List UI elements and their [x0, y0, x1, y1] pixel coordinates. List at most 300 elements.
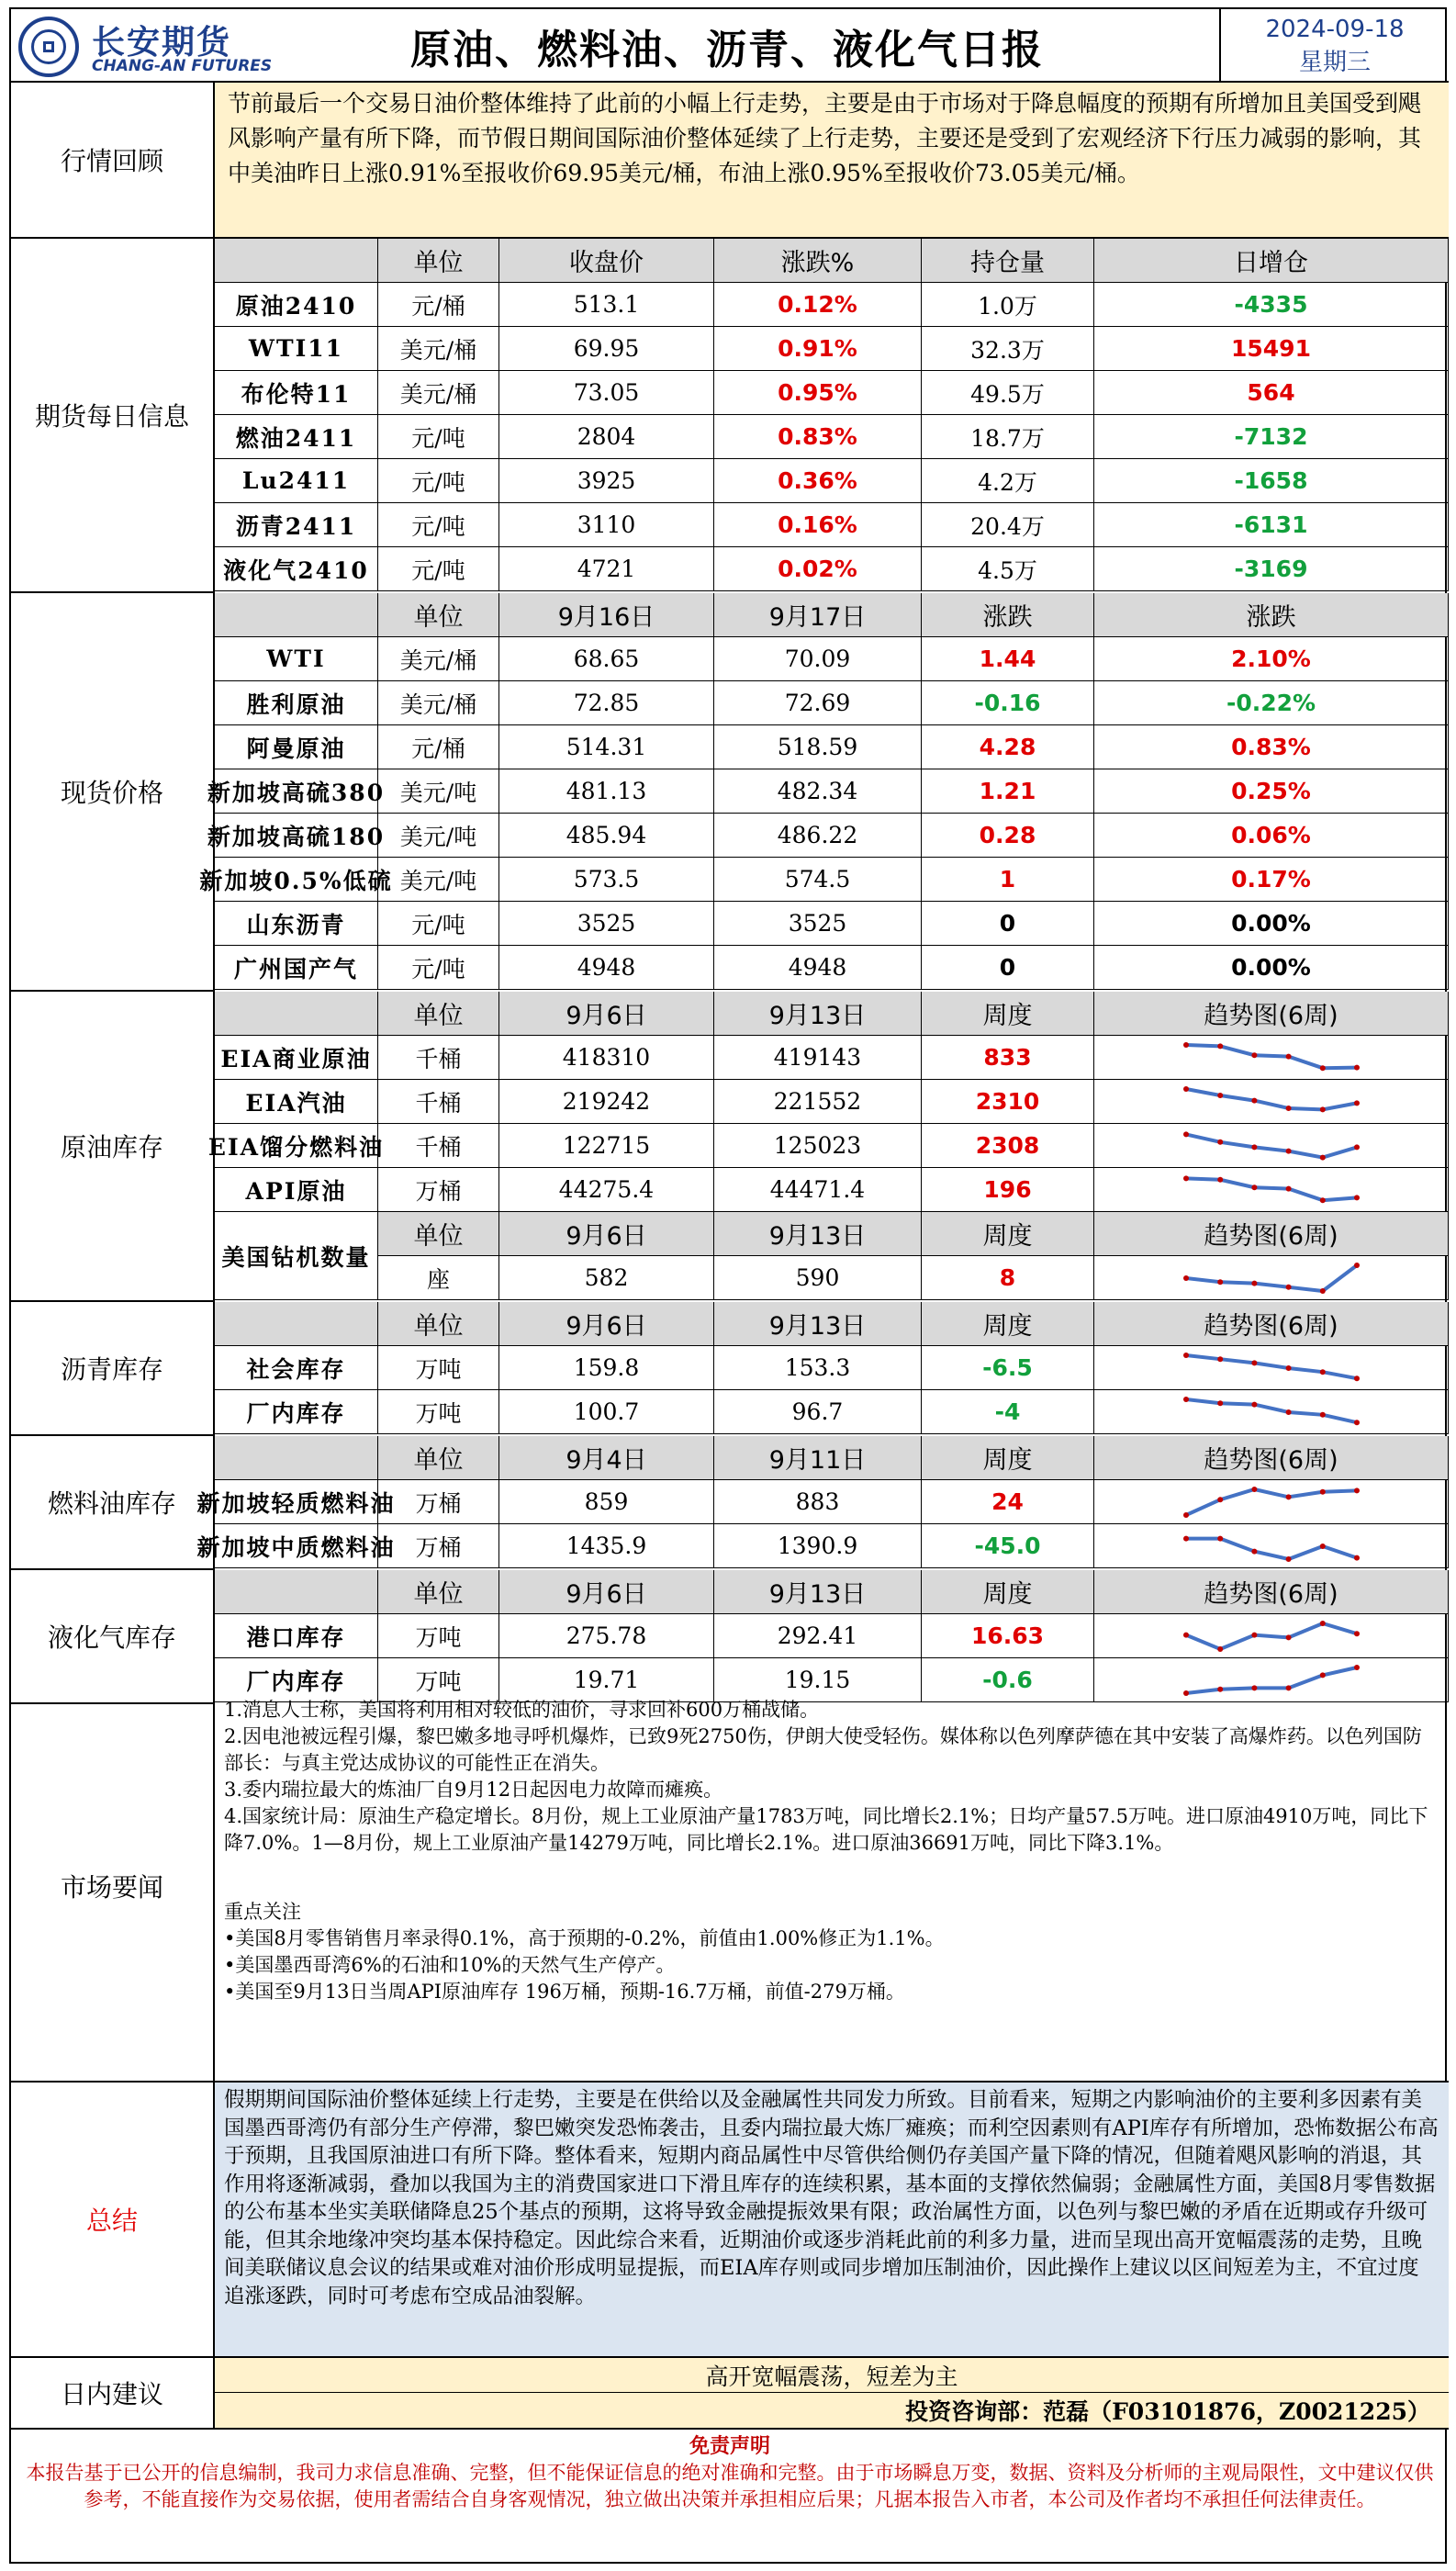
unit-cell: 千桶 — [378, 1036, 499, 1080]
value-prev: 122715 — [499, 1124, 714, 1168]
open-interest: 49.5万 — [922, 371, 1094, 415]
trend-point — [1217, 1043, 1223, 1049]
trend-point — [1217, 1356, 1223, 1362]
weekly-change: 24 — [922, 1480, 1094, 1524]
spot-name: 新加坡0.5%低硫 — [215, 858, 378, 902]
unit-cell: 美元/吨 — [378, 769, 499, 814]
close-price: 3925 — [499, 459, 714, 503]
weekly-change: 196 — [922, 1168, 1094, 1212]
trend-chart — [1094, 1614, 1449, 1658]
column-header: 周度 — [922, 1302, 1094, 1346]
unit-cell: 元/吨 — [378, 946, 499, 990]
inventory-name: EIA汽油 — [215, 1080, 378, 1124]
change-abs: 1.21 — [922, 769, 1094, 814]
trend-chart — [1094, 1036, 1449, 1080]
change-abs: 0 — [922, 946, 1094, 990]
inventory-name: EIA馏分燃料油 — [215, 1124, 378, 1168]
trend-point — [1354, 1665, 1360, 1670]
weekly-change: 833 — [922, 1036, 1094, 1080]
trend-point — [1217, 1139, 1223, 1144]
inventory-row — [207, 1124, 1449, 1168]
trend-line — [1186, 1355, 1357, 1378]
unit-cell: 万桶 — [378, 1524, 499, 1568]
inventory-name: 新加坡轻质燃料油 — [215, 1480, 378, 1524]
trend-point — [1183, 1042, 1189, 1048]
trend-sparkline — [1177, 1482, 1366, 1522]
spot-row — [207, 769, 1449, 814]
table-header-row — [215, 239, 1449, 283]
column-header: 9月13日 — [714, 1302, 922, 1346]
trend-line — [1186, 1134, 1357, 1157]
trend-point — [1319, 1288, 1325, 1294]
price-day1: 573.5 — [499, 858, 714, 902]
trend-point — [1183, 1086, 1189, 1092]
inventory-name: 厂内库存 — [215, 1390, 378, 1434]
trend-point — [1183, 1175, 1189, 1181]
inventory-row — [215, 1168, 1449, 1212]
change-abs: 0.28 — [922, 814, 1094, 858]
trend-point — [1251, 1401, 1257, 1407]
unit-cell: 元/吨 — [378, 459, 499, 503]
unit-cell: 万吨 — [378, 1346, 499, 1390]
trend-point — [1183, 1131, 1189, 1137]
spot-row — [215, 725, 1449, 769]
unit-cell: 座 — [378, 1256, 499, 1300]
trend-point — [1285, 1556, 1291, 1562]
value-curr: 44471.4 — [714, 1168, 922, 1212]
spot-name: 阿曼原油 — [215, 725, 378, 769]
value-prev: 418310 — [499, 1036, 714, 1080]
trend-point — [1354, 1555, 1360, 1560]
value-prev: 582 — [499, 1256, 714, 1300]
daily-oi-change: 564 — [1094, 371, 1449, 415]
inventory-row — [215, 1346, 1449, 1390]
trend-point — [1285, 1185, 1291, 1191]
open-interest: 4.5万 — [922, 547, 1094, 591]
close-price: 513.1 — [499, 283, 714, 327]
spot-label: 现货价格 — [11, 593, 215, 992]
trend-sparkline — [1177, 1038, 1366, 1078]
spot-name: 山东沥青 — [215, 902, 378, 946]
news-item: 1.消息人士称，美国将利用相对较低的油价，寻求回补600万桶战储。 — [224, 1699, 820, 1721]
price-day1: 4948 — [499, 946, 714, 990]
contract-name: WTI11 — [215, 327, 378, 371]
change-pct: -0.22% — [1094, 681, 1449, 725]
value-prev: 19.71 — [499, 1658, 714, 1702]
value-curr: 221552 — [714, 1080, 922, 1124]
column-header: 单位 — [378, 1436, 499, 1480]
trend-point — [1217, 1497, 1223, 1502]
advice-text: 高开宽幅震荡，短差为主 — [215, 2358, 1449, 2393]
daily-oi-change: -4335 — [1094, 283, 1449, 327]
value-prev: 275.78 — [499, 1614, 714, 1658]
change-pct: 0.36% — [714, 459, 922, 503]
report-date-box — [1219, 9, 1449, 83]
price-day2: 72.69 — [714, 681, 922, 725]
spot-name: 新加坡高硫180 — [215, 814, 378, 858]
column-header: 9月16日 — [499, 593, 714, 637]
news-label: 市场要闻 — [11, 1691, 215, 2083]
trend-point — [1354, 1064, 1360, 1070]
trend-point — [1251, 1487, 1257, 1492]
trend-chart — [1094, 1080, 1449, 1124]
trend-point — [1319, 1411, 1325, 1417]
price-day1: 481.13 — [499, 769, 714, 814]
open-interest: 20.4万 — [922, 503, 1094, 547]
open-interest: 18.7万 — [922, 415, 1094, 459]
value-curr: 419143 — [714, 1036, 922, 1080]
trend-chart — [1094, 1256, 1449, 1300]
unit-cell: 元/吨 — [378, 547, 499, 591]
inventory-name: 新加坡中质燃料油 — [215, 1524, 378, 1568]
trend-point — [1183, 1535, 1189, 1541]
header-blank — [215, 1436, 378, 1480]
trend-point — [1251, 1052, 1257, 1058]
column-header: 日增仓 — [1094, 239, 1449, 283]
column-header: 单位 — [378, 1212, 499, 1256]
trend-sparkline — [1177, 1392, 1366, 1432]
price-day2: 482.34 — [714, 769, 922, 814]
inventory-name: API原油 — [215, 1168, 378, 1212]
report-header — [11, 9, 1449, 83]
report-page — [9, 7, 1447, 2564]
column-header: 单位 — [378, 239, 499, 283]
table-header-row — [215, 1302, 1449, 1346]
price-day1: 514.31 — [499, 725, 714, 769]
disclaimer — [11, 2430, 1449, 2565]
column-header: 涨跌% — [714, 239, 922, 283]
open-interest: 4.2万 — [922, 459, 1094, 503]
contract-name: Lu2411 — [215, 459, 378, 503]
column-header: 9月13日 — [714, 1570, 922, 1614]
value-prev: 44275.4 — [499, 1168, 714, 1212]
inventory-row — [196, 1524, 1449, 1568]
trend-point — [1319, 1672, 1325, 1678]
trend-point — [1217, 1279, 1223, 1285]
weekly-change: -6.5 — [922, 1346, 1094, 1390]
header-blank — [215, 1302, 378, 1346]
inventory-name: 厂内库存 — [215, 1658, 378, 1702]
crude-inventory-label: 原油库存 — [11, 992, 215, 1302]
column-header: 趋势图(6周) — [1094, 1436, 1449, 1480]
trend-point — [1217, 1646, 1223, 1652]
rig-header-row — [215, 1212, 1449, 1271]
column-header: 趋势图(6周) — [1094, 1570, 1449, 1614]
change-pct: 0.25% — [1094, 769, 1449, 814]
close-price: 4721 — [499, 547, 714, 591]
change-pct: 0.02% — [714, 547, 922, 591]
trend-point — [1354, 1420, 1360, 1425]
value-prev: 1435.9 — [499, 1524, 714, 1568]
unit-cell: 美元/吨 — [378, 814, 499, 858]
focus-item: •美国至9月13日当周API原油库存 196万桶，预期-16.7万桶，前值-279万桶。 — [224, 1981, 905, 2003]
trend-sparkline — [1177, 1526, 1366, 1566]
trend-point — [1285, 1685, 1291, 1690]
news-item: 2.因电池被远程引爆，黎巴嫩多地寻呼机爆炸，已致9死2750伤，伊朗大使受轻伤。媒体称以色列摩萨德在其中安装了高爆炸药。以色列国防部长：与真主党达成协议的可能性正在消失。 — [224, 1725, 1422, 1774]
review-text: 节前最后一个交易日油价整体维持了此前的小幅上行走势，主要是由于市场对于降息幅度的预期有所增加且美国受到飓风影响产量有所下降，而节假日期间国际油价整体延续了上行走势，主要还是受到了宏观经济下行压力减弱的影响，其中美油昨日上涨0.91%至报收价69.95美元/桶，布油上涨0.95%至报收价73.05美元/桶。 — [215, 83, 1449, 239]
contract-name: 原油2410 — [215, 283, 378, 327]
weekly-change: 2310 — [922, 1080, 1094, 1124]
open-interest: 1.0万 — [922, 283, 1094, 327]
column-header: 9月13日 — [714, 992, 922, 1036]
column-header: 单位 — [378, 992, 499, 1036]
trend-point — [1285, 1106, 1291, 1111]
trend-sparkline — [1177, 1258, 1366, 1298]
trend-point — [1285, 1053, 1291, 1059]
trend-point — [1285, 1494, 1291, 1499]
value-prev: 219242 — [499, 1080, 714, 1124]
price-day2: 4948 — [714, 946, 922, 990]
spot-row — [215, 902, 1449, 946]
futures-row — [215, 371, 1449, 415]
header-blank — [215, 593, 378, 637]
asphalt-inventory-label: 沥青库存 — [11, 1302, 215, 1436]
trend-point — [1319, 1065, 1325, 1071]
futures-row — [215, 503, 1449, 547]
price-day1: 68.65 — [499, 637, 714, 681]
change-pct: 0.00% — [1094, 946, 1449, 990]
weekly-change: -0.6 — [922, 1658, 1094, 1702]
spot-row — [199, 858, 1449, 902]
unit-cell: 元/吨 — [378, 503, 499, 547]
change-pct: 0.83% — [1094, 725, 1449, 769]
trend-point — [1319, 1621, 1325, 1626]
trend-point — [1285, 1284, 1291, 1289]
inventory-name: 社会库存 — [215, 1346, 378, 1390]
change-pct: 0.95% — [714, 371, 922, 415]
trend-point — [1183, 1512, 1189, 1518]
rig-data-row — [215, 1256, 1449, 1300]
trend-line — [1186, 1045, 1357, 1068]
header-blank — [215, 239, 378, 283]
trend-point — [1251, 1548, 1257, 1554]
focus-title: 重点关注 — [224, 1901, 301, 1923]
value-prev: 859 — [499, 1480, 714, 1524]
spot-name: WTI — [215, 637, 378, 681]
trend-point — [1183, 1397, 1189, 1402]
column-header: 单位 — [378, 1302, 499, 1346]
column-header: 9月6日 — [499, 992, 714, 1036]
trend-point — [1285, 1634, 1291, 1640]
close-price: 73.05 — [499, 371, 714, 415]
table-header-row — [215, 1436, 1449, 1480]
inventory-name: EIA商业原油 — [215, 1036, 378, 1080]
column-header: 收盘价 — [499, 239, 714, 283]
focus-item: •美国8月零售销售月率录得0.1%，高于预期的-0.2%，前值由1.00%修正为1.1%。 — [224, 1927, 945, 1949]
summary-label: 总结 — [11, 2083, 215, 2358]
trend-sparkline — [1177, 1170, 1366, 1210]
value-curr: 1390.9 — [714, 1524, 922, 1568]
spot-name: 广州国产气 — [215, 946, 378, 990]
trend-point — [1285, 1365, 1291, 1371]
price-day1: 3525 — [499, 902, 714, 946]
trend-point — [1183, 1632, 1189, 1637]
weekly-change: -45.0 — [922, 1524, 1094, 1568]
trend-point — [1354, 1195, 1360, 1200]
column-header: 9月11日 — [714, 1436, 922, 1480]
column-header: 周度 — [922, 1436, 1094, 1480]
inventory-name: 港口库存 — [215, 1614, 378, 1658]
trend-chart — [1094, 1124, 1449, 1168]
value-curr: 153.3 — [714, 1346, 922, 1390]
trend-sparkline — [1177, 1616, 1366, 1656]
trend-point — [1251, 1360, 1257, 1365]
trend-point — [1251, 1097, 1257, 1103]
trend-sparkline — [1177, 1126, 1366, 1166]
close-price: 2804 — [499, 415, 714, 459]
unit-cell: 万吨 — [378, 1390, 499, 1434]
value-prev: 100.7 — [499, 1390, 714, 1434]
column-header: 涨跌 — [922, 593, 1094, 637]
trend-point — [1354, 1631, 1360, 1636]
trend-point — [1251, 1144, 1257, 1150]
news-section — [215, 1691, 1449, 2083]
column-header: 涨跌 — [1094, 593, 1449, 637]
change-pct: 0.16% — [714, 503, 922, 547]
open-interest: 32.3万 — [922, 327, 1094, 371]
value-curr: 125023 — [714, 1124, 922, 1168]
trend-line — [1186, 1623, 1357, 1649]
unit-cell: 万桶 — [378, 1168, 499, 1212]
trend-point — [1251, 1280, 1257, 1286]
weekly-change: 16.63 — [922, 1614, 1094, 1658]
change-abs: 1.44 — [922, 637, 1094, 681]
table-header-row — [215, 593, 1449, 637]
trend-point — [1319, 1369, 1325, 1375]
column-header: 9月6日 — [499, 1570, 714, 1614]
trend-point — [1217, 1176, 1223, 1182]
change-abs: -0.16 — [922, 681, 1094, 725]
disclaimer-title: 免责声明 — [689, 2434, 770, 2458]
unit-cell: 美元/吨 — [378, 858, 499, 902]
focus-item: •美国墨西哥湾6%的石油和10%的天然气生产停产。 — [224, 1954, 676, 1976]
table-header-row — [215, 992, 1449, 1036]
column-header: 9月6日 — [499, 1212, 714, 1256]
futures-label: 期货每日信息 — [11, 239, 215, 593]
change-pct: 0.83% — [714, 415, 922, 459]
report-date: 2024-09-18 — [1265, 16, 1405, 43]
futures-row — [215, 459, 1449, 503]
inventory-row — [215, 1080, 1449, 1124]
disclaimer-text: 本报告基于已公开的信息编制，我司力求信息准确、完整，但不能保证信息的绝对准确和完整。由于市场瞬息万变，数据、资料及分析师的主观局限性，文中建议仅供参考，不能直接作为交易依据，使用者需结合自身客观情况，独立做出决策并承担相应后果；凡据本报告入市者，本公司及作者均不承担任何法律责任。 — [26, 2462, 1434, 2510]
trend-line — [1186, 1399, 1357, 1422]
trend-point — [1285, 1409, 1291, 1415]
column-header: 9月17日 — [714, 593, 922, 637]
weekly-change: 8 — [922, 1256, 1094, 1300]
weekly-change: 2308 — [922, 1124, 1094, 1168]
change-abs: 0 — [922, 902, 1094, 946]
spot-name: 胜利原油 — [215, 681, 378, 725]
price-day2: 486.22 — [714, 814, 922, 858]
change-pct: 0.06% — [1094, 814, 1449, 858]
unit-cell: 美元/桶 — [378, 681, 499, 725]
inventory-row — [215, 1036, 1449, 1080]
trend-point — [1183, 1275, 1189, 1281]
advisor-info: 投资咨询部：范磊（F03101876，Z0021225） — [215, 2393, 1449, 2430]
trend-point — [1354, 1144, 1360, 1150]
column-header: 单位 — [378, 1570, 499, 1614]
spot-row — [215, 946, 1449, 990]
trend-line — [1186, 1489, 1357, 1515]
price-day1: 485.94 — [499, 814, 714, 858]
report-weekday: 星期三 — [1298, 49, 1371, 76]
trend-point — [1319, 1544, 1325, 1549]
unit-cell: 美元/桶 — [378, 327, 499, 371]
change-pct: 0.91% — [714, 327, 922, 371]
trend-point — [1251, 1632, 1257, 1637]
unit-cell: 美元/桶 — [378, 371, 499, 415]
rig-count-name: 美国钻机数量 — [215, 1212, 378, 1300]
inventory-row — [196, 1480, 1449, 1524]
contract-name: 布伦特11 — [215, 371, 378, 415]
trend-chart — [1094, 1480, 1449, 1524]
value-curr: 19.15 — [714, 1658, 922, 1702]
value-curr: 292.41 — [714, 1614, 922, 1658]
change-abs: 4.28 — [922, 725, 1094, 769]
price-day2: 574.5 — [714, 858, 922, 902]
summary-text: 假期期间国际油价整体延续上行走势，主要是在供给以及金融属性共同发力所致。目前看来，短期之内影响油价的主要利多因素有美国墨西哥湾仍有部分生产停滞，黎巴嫩突发恐怖袭击，且委内瑞拉最大炼厂瘫痪；而利空因素则有API库存有所增加，恐怖数据公布高于预期，且我国原油进口有所下降。整体看来，短期内商品属性中尽管供给侧仍存美国产量下降的情况，但随着飓风影响的消退，其作用将逐渐减弱，叠加以我国为主的消费国家进口下滑且库存的连续积累，基本面的支撑依然偏弱；金融属性方面，美国8月零售数据的公布基本坐实美联储降息25个基点的预期，这将导致金融提振效果有限；政治属性方面，以色列与黎巴嫩的矛盾在近期或存升级可能，但其余地缘冲突均基本保持稳定。因此综合来看，近期油价或逐步消耗此前的利多力量，进而呈现出高开宽幅震荡的走势，且晚间美联储议息会议的结果或难对油价形成明显提振，而EIA库存则或同步增加压制油价，因此操作上建议以区间短差为主，不宜过度追涨逐跌，同时可考虑布空成品油裂解。 — [215, 2083, 1449, 2358]
trend-line — [1186, 1089, 1357, 1109]
contract-name: 燃油2411 — [215, 415, 378, 459]
trend-point — [1354, 1263, 1360, 1268]
unit-cell: 千桶 — [378, 1080, 499, 1124]
value-prev: 159.8 — [499, 1346, 714, 1390]
close-price: 69.95 — [499, 327, 714, 371]
review-label: 行情回顾 — [11, 83, 215, 239]
column-header: 持仓量 — [922, 239, 1094, 283]
brand-name: 长安期货 — [92, 24, 232, 62]
change-pct: 0.17% — [1094, 858, 1449, 902]
column-header: 趋势图(6周) — [1094, 1302, 1449, 1346]
close-price: 3110 — [499, 503, 714, 547]
trend-point — [1354, 1375, 1360, 1381]
unit-cell: 万桶 — [378, 1480, 499, 1524]
spot-row — [215, 637, 1449, 681]
trend-point — [1354, 1100, 1360, 1106]
news-item: 3.委内瑞拉最大的炼油厂自9月12日起因电力故障而瘫痪。 — [224, 1779, 723, 1801]
trend-chart — [1094, 1524, 1449, 1568]
futures-row — [215, 327, 1449, 371]
price-day1: 72.85 — [499, 681, 714, 725]
daily-oi-change: -3169 — [1094, 547, 1449, 591]
trend-point — [1319, 1154, 1325, 1160]
futures-row — [215, 547, 1449, 591]
spot-name: 新加坡高硫380 — [215, 769, 378, 814]
trend-point — [1319, 1197, 1325, 1203]
inventory-row — [215, 1614, 1449, 1658]
value-curr: 883 — [714, 1480, 922, 1524]
brand-name-en: CHANG-AN FUTURES — [92, 57, 273, 75]
column-header: 趋势图(6周) — [1094, 992, 1449, 1036]
trend-point — [1319, 1488, 1325, 1494]
column-header: 9月13日 — [714, 1212, 922, 1256]
daily-oi-change: -6131 — [1094, 503, 1449, 547]
value-curr: 96.7 — [714, 1390, 922, 1434]
column-header: 9月4日 — [499, 1436, 714, 1480]
lpg-inventory-label: 液化气库存 — [11, 1570, 215, 1704]
trend-line — [1186, 1667, 1357, 1693]
trend-point — [1217, 1093, 1223, 1098]
news-item: 4.国家统计局：原油生产稳定增长。8月份，规上工业原油产量1783万吨，同比增长2.1%；日均产量57.5万吨。进口原油4910万吨，同比下降7.0%。1—8月份，规上工业原油产量14279万吨，同比增长2.1%。进口原油36691万吨，同比下降3.1%。 — [224, 1805, 1428, 1854]
trend-point — [1251, 1184, 1257, 1190]
trend-chart — [1094, 1168, 1449, 1212]
unit-cell: 元/吨 — [378, 415, 499, 459]
trend-line — [1186, 1265, 1357, 1291]
futures-row — [215, 283, 1449, 327]
unit-cell: 万吨 — [378, 1658, 499, 1702]
column-header: 9月6日 — [499, 1302, 714, 1346]
trend-point — [1217, 1400, 1223, 1406]
